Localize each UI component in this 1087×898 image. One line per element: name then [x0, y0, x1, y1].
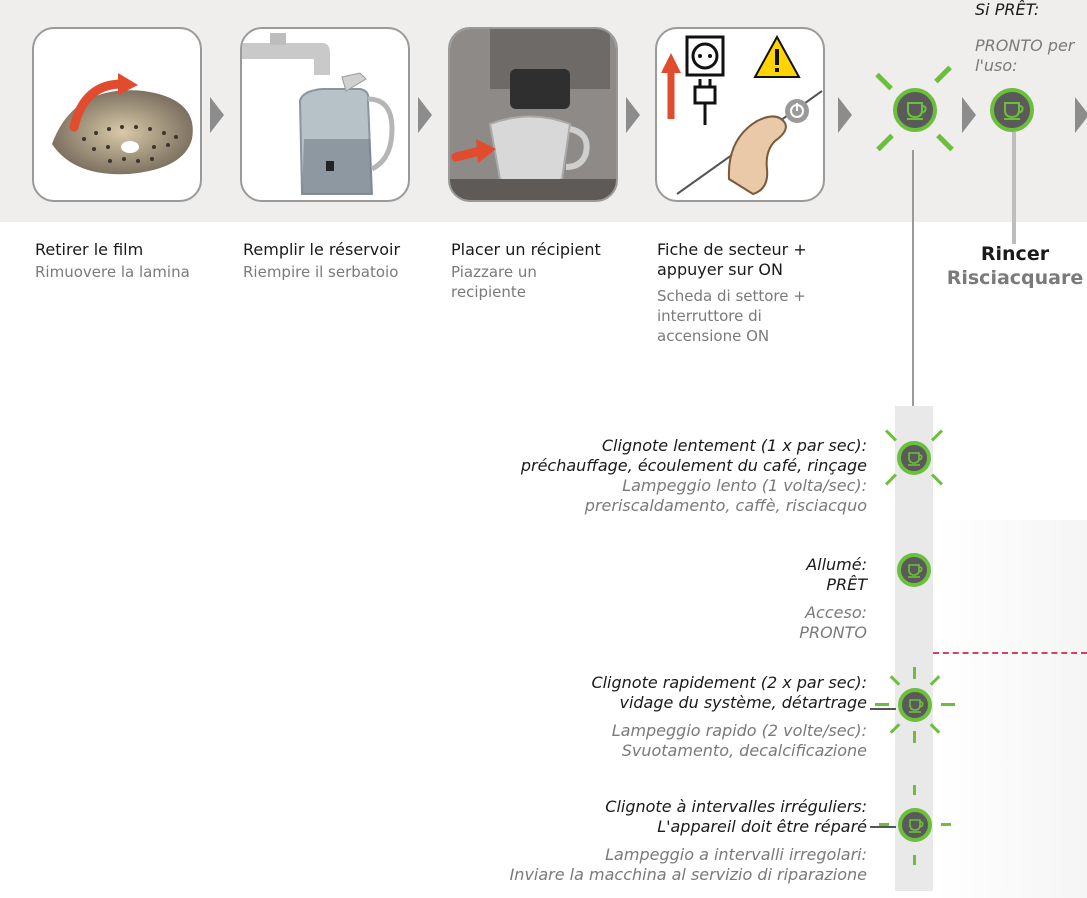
- irregular-lamp-group: [875, 785, 955, 865]
- step1-label: Retirer le film Rimuovere la lamina: [35, 240, 190, 281]
- arrow-6-icon: [1075, 97, 1087, 133]
- step1-tile: [32, 27, 202, 202]
- arrow-5-icon: [962, 97, 976, 133]
- ready-connector-line: [1012, 132, 1016, 244]
- step4-tile: [655, 27, 825, 202]
- blinking-lamp-group: [875, 70, 955, 150]
- cup-lamp-icon: [893, 88, 937, 132]
- arrow-4-icon: [838, 97, 852, 133]
- state-slow-blink: Clignote lentement (1 x par sec): préchauffage, écoulement du café, rinçage Lampeggio lento (1 volta/sec): preriscaldamento, caffè, risciacquo: [520, 436, 867, 515]
- water-tank-illustration: [242, 29, 408, 200]
- stage-connector-line: [912, 150, 914, 406]
- ready-lamp-icon: [990, 88, 1034, 132]
- steady-lamp-icon: [897, 553, 931, 587]
- rinse-label: Rincer Risciacquare: [946, 243, 1084, 289]
- irregular-lamp-icon: [898, 808, 932, 842]
- step4-label: Fiche de secteur + appuyer sur ON Scheda di settore + interruttore di accensione ON: [657, 240, 807, 345]
- fast-blink-lamp-group: [875, 665, 955, 745]
- step3-tile: [448, 27, 618, 202]
- arrow-3-icon: [626, 97, 640, 133]
- slow-blink-lamp-icon: [897, 441, 931, 475]
- arrow-2-icon: [418, 97, 432, 133]
- slow-blink-lamp-group: [886, 430, 942, 486]
- state-irregular-blink: Clignote à intervalles irréguliers: L'appareil doit être réparé Lampeggio a intervalli irregolari: Inviare la macchina al servizio di riparazione: [509, 797, 867, 884]
- step2-tile: [240, 27, 410, 202]
- state-steady-on: Allumé: PRÊT Acceso: PRONTO: [799, 555, 867, 642]
- step2-label: Remplir le réservoir Riempire il serbatoio: [243, 240, 401, 281]
- dashed-separator: [933, 652, 1087, 654]
- fast-blink-lamp-icon: [898, 688, 932, 722]
- drip-tray-illustration: [34, 29, 200, 200]
- arrow-1-icon: [210, 97, 224, 133]
- state-fast-blink: Clignote rapidement (2 x par sec): vidage du système, détartrage Lampeggio rapido (2 volte/sec): Svuotamento, decalcificazione: [591, 673, 867, 760]
- step3-label: Placer un récipient Piazzare un recipiente: [451, 240, 601, 301]
- plug-power-illustration: [657, 29, 823, 200]
- fast-blink-connector: [870, 708, 896, 710]
- ready-note: Si PRÊT: PRONTO per l'uso:: [975, 0, 1075, 75]
- container-illustration: [450, 29, 616, 200]
- irregular-connector: [870, 826, 896, 828]
- side-shadow: [935, 520, 1087, 898]
